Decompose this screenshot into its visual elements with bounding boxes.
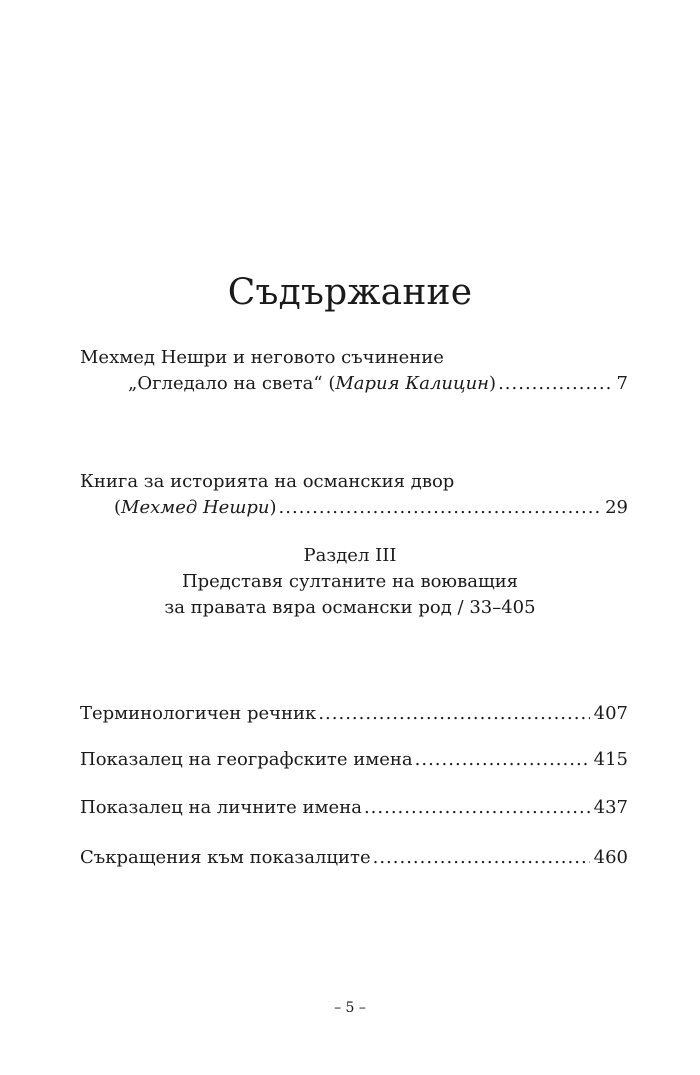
leader-dots (498, 372, 612, 396)
leader-dots (318, 702, 589, 726)
leader-dots (415, 748, 590, 772)
toc-entry-geo-index-label: Показалец на географските имена (80, 749, 413, 770)
toc-entry-abbreviations-page: 460 (593, 847, 628, 868)
toc-entry-glossary-page: 407 (593, 703, 628, 724)
toc-entry-book-line2[interactable] (114, 496, 628, 520)
section-heading: Раздел III (303, 545, 397, 566)
toc-entry-intro-author: Мария Калицин (335, 373, 490, 394)
toc-entry-book-title: Книга за историята на османския двор (80, 471, 455, 492)
toc-entry-geo-index[interactable] (80, 748, 628, 772)
section-description-line1: Представя султаните на воюващия (181, 571, 519, 592)
toc-entry-intro-page: 7 (616, 373, 628, 394)
toc-entry-book-author: Мехмед Нешри (121, 497, 270, 518)
toc-entry-person-index-label: Показалец на личните имена (80, 797, 362, 818)
toc-entry-intro-subtitle: „Огледало на света“ (Мария Калицин) (128, 373, 497, 394)
toc-entry-intro-line1 (80, 346, 444, 370)
toc-entry-book-page: 29 (605, 497, 628, 518)
toc-entry-intro-title: Мехмед Нешри и неговото съчинение (80, 347, 444, 368)
page-number-footer: – 5 – (334, 1000, 366, 1016)
toc-entry-book-line1 (80, 470, 454, 494)
toc-entry-abbreviations[interactable] (80, 846, 628, 870)
toc-entry-geo-index-page: 415 (593, 749, 628, 770)
section-description-line2: за правата вяра османски род / 33–405 (164, 597, 536, 618)
toc-entry-abbreviations-label: Съкращения към показалците (80, 847, 371, 868)
toc-entry-person-index-page: 437 (593, 797, 628, 818)
toc-entry-book-subtitle: (Мехмед Нешри) (114, 497, 277, 518)
toc-entry-person-index[interactable] (80, 796, 628, 820)
leader-dots (364, 796, 590, 820)
toc-entry-glossary-label: Терминологичен речник (80, 703, 317, 724)
leader-dots (279, 496, 602, 520)
page-title: Съдържание (227, 272, 473, 313)
toc-entry-glossary[interactable] (80, 702, 628, 726)
toc-entry-intro-line2[interactable] (128, 372, 628, 396)
leader-dots (373, 846, 590, 870)
